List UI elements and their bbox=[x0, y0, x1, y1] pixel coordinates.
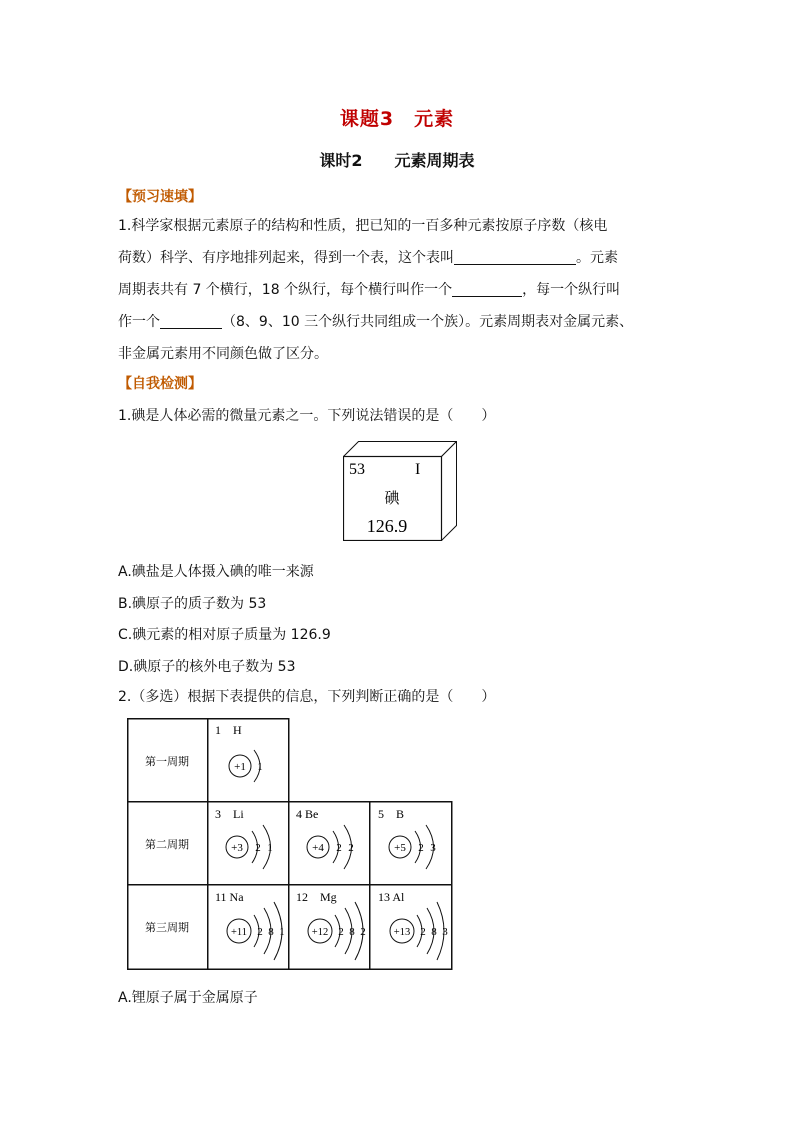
section-preview-heading: 【预习速填】 bbox=[118, 189, 202, 205]
period-3-label: 第三周期 bbox=[145, 921, 189, 934]
preview-line-4-text: 作一个 bbox=[118, 314, 160, 330]
element-label-be: 4 Be bbox=[296, 807, 319, 821]
nucleus-charge-b: +5 bbox=[394, 842, 406, 854]
atom-structure-li bbox=[215, 807, 273, 869]
nucleus-charge-mg: +12 bbox=[311, 927, 329, 938]
shell-electrons-na-3: 1 bbox=[279, 926, 285, 938]
answer-blank-3[interactable] bbox=[160, 312, 222, 329]
atom-structure-al bbox=[378, 890, 448, 960]
question-2-stem: 2.（多选）根据下表提供的信息，下列判断正确的是（ ） bbox=[118, 689, 496, 705]
question-2-option-a[interactable]: A.锂原子属于金属原子 bbox=[118, 990, 258, 1006]
element-label-mg: 12 Mg bbox=[296, 890, 337, 904]
preview-line-1: 1.科学家根据元素原子的结构和性质，把已知的一百多种元素按原子序数（核电 bbox=[118, 218, 608, 234]
preview-paragraph bbox=[118, 210, 678, 370]
tile-atomic-number: 53 bbox=[349, 461, 365, 478]
preview-line-2 bbox=[118, 242, 678, 274]
question-1-option-d[interactable]: D.碘原子的核外电子数为 53 bbox=[118, 659, 296, 675]
atom-structure-h bbox=[215, 723, 263, 782]
shell-electrons-mg-3: 2 bbox=[360, 926, 366, 938]
period-2-label: 第二周期 bbox=[145, 838, 189, 851]
nucleus-charge-al: +13 bbox=[393, 927, 411, 938]
preview-line-3-end: ，每一个纵行叫 bbox=[522, 282, 621, 298]
shell-electrons-mg-1: 2 bbox=[338, 926, 344, 938]
preview-line-4 bbox=[118, 306, 678, 338]
preview-line-2-end: 。元素 bbox=[576, 250, 618, 266]
answer-blank-2[interactable] bbox=[452, 280, 522, 297]
shell-electrons-al-2: 8 bbox=[431, 926, 437, 938]
element-label-b: 5 B bbox=[378, 807, 405, 821]
shell-electrons-al-3: 3 bbox=[442, 926, 448, 938]
nucleus-charge-be: +4 bbox=[312, 842, 324, 854]
preview-line-5: 非金属元素用不同颜色做了区分。 bbox=[118, 346, 328, 362]
atom-structure-be bbox=[296, 807, 354, 869]
element-label-h: 1 H bbox=[215, 723, 242, 737]
shell-electrons-b-2: 3 bbox=[430, 842, 436, 854]
shell-electrons-h-1: 1 bbox=[257, 761, 263, 773]
shell-electrons-be-2: 2 bbox=[348, 842, 354, 854]
shell-electrons-b-1: 2 bbox=[418, 842, 424, 854]
element-label-li: 3 Li bbox=[215, 807, 244, 821]
question-1-option-a[interactable]: A.碘盐是人体摄入碘的唯一来源 bbox=[118, 564, 314, 580]
tile-atomic-mass: 126.9 bbox=[366, 516, 408, 536]
shell-electrons-al-1: 2 bbox=[420, 926, 426, 938]
shell-electrons-na-2: 8 bbox=[268, 926, 274, 938]
question-1-option-c[interactable]: C.碘元素的相对原子质量为 126.9 bbox=[118, 627, 331, 643]
shell-electrons-na-1: 2 bbox=[257, 926, 263, 938]
answer-blank-1[interactable] bbox=[454, 248, 576, 265]
shell-electrons-li-2: 1 bbox=[267, 842, 273, 854]
nucleus-charge-li: +3 bbox=[231, 842, 243, 854]
preview-line-4-end: （8、9、10 三个纵行共同组成一个族）。元素周期表对金属元素、 bbox=[222, 314, 634, 330]
element-label-al: 13 Al bbox=[378, 890, 405, 904]
tile-symbol: I bbox=[415, 461, 421, 478]
preview-line-3-text: 周期表共有 7 个横行，18 个纵行，每个横行叫作一个 bbox=[118, 282, 453, 298]
periodic-table-excerpt bbox=[127, 718, 453, 970]
shell-electrons-be-1: 2 bbox=[336, 842, 342, 854]
element-label-na: 11 Na bbox=[215, 890, 244, 904]
tile-top-face bbox=[344, 442, 457, 457]
question-1-stem: 1.碘是人体必需的微量元素之一。下列说法错误的是（ ） bbox=[118, 408, 496, 424]
preview-line-2-text: 荷数）科学、有序地排列起来，得到一个表，这个表叫 bbox=[118, 250, 454, 266]
period-1-label: 第一周期 bbox=[145, 755, 189, 768]
atom-structure-b bbox=[378, 807, 436, 869]
tile-element-name: 碘 bbox=[384, 489, 400, 507]
lesson-subtitle: 课时2 元素周期表 bbox=[319, 151, 475, 170]
iodine-element-tile bbox=[343, 441, 457, 541]
preview-line-3 bbox=[118, 274, 678, 306]
nucleus-charge-h: +1 bbox=[234, 761, 246, 773]
page-title: 课题3 元素 bbox=[339, 108, 455, 130]
atom-structure-na bbox=[215, 890, 285, 960]
tile-side-face bbox=[442, 442, 457, 541]
section-check-heading: 【自我检测】 bbox=[118, 376, 202, 392]
shell-electrons-li-1: 2 bbox=[255, 842, 261, 854]
shell-electrons-mg-2: 8 bbox=[349, 926, 355, 938]
nucleus-charge-na: +11 bbox=[230, 927, 248, 938]
atom-structure-mg bbox=[296, 890, 366, 960]
question-1-option-b[interactable]: B.碘原子的质子数为 53 bbox=[118, 596, 267, 612]
